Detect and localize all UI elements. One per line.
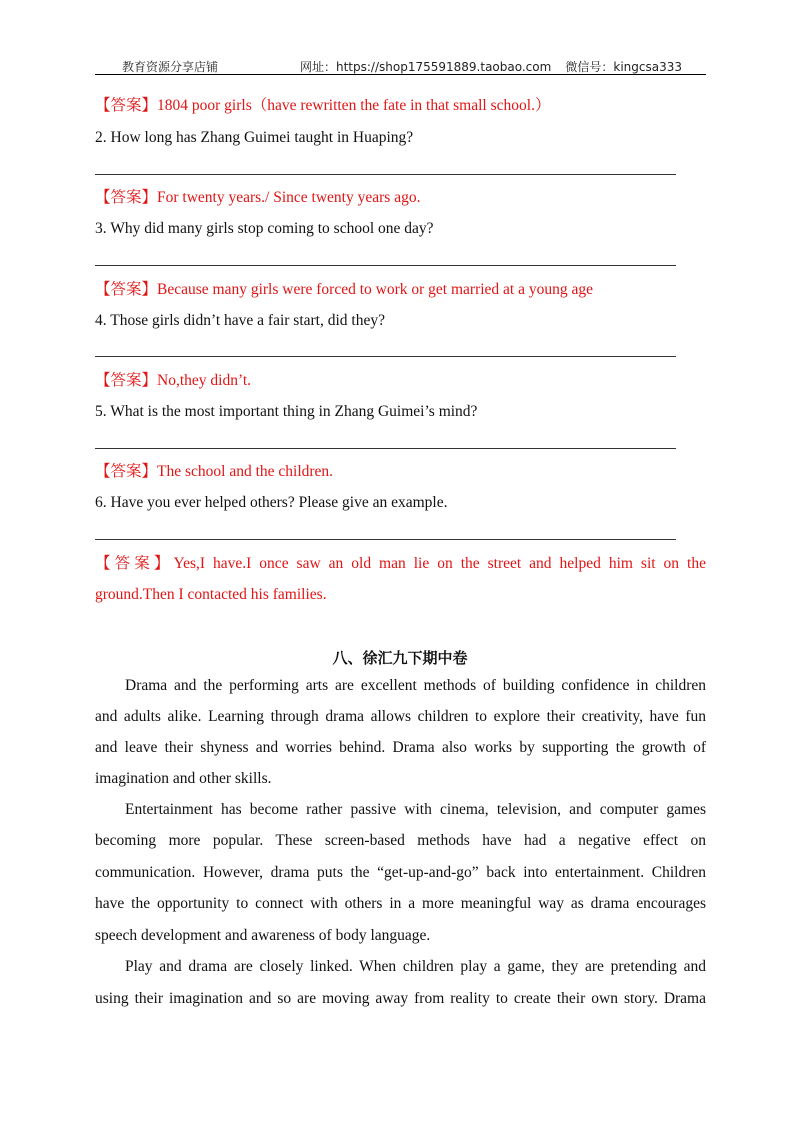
answer-5: [95, 462, 333, 482]
passage-line: have the opportunity to connect with others in a more meaningful way as drama encourages: [95, 895, 706, 912]
answer-text: Yes,I have.I once saw an old man lie on the street and helped him sit on the: [173, 555, 706, 572]
page-header: [95, 56, 706, 74]
passage-line: and adults alike. Learning through drama allows children to explore their creativity, have fun: [95, 708, 706, 725]
answer-label: 【答案】: [95, 372, 158, 389]
answer-label: 【答案】: [95, 97, 158, 114]
passage-line: and leave their shyness and worries behind. Drama also works by supporting the growth of: [95, 739, 706, 756]
answer-label: 【答案】: [95, 281, 158, 298]
question-6: 6. Have you ever helped others? Please give an example.: [95, 494, 448, 511]
answer-label: 【答案】: [95, 463, 158, 480]
header-divider: [95, 74, 706, 75]
section-title: 八、徐汇九下期中卷: [332, 649, 468, 667]
question-5: 5. What is the most important thing in Zhang Guimei’s mind?: [95, 403, 478, 420]
answer-line-5: [95, 448, 676, 449]
answer-4: [95, 371, 251, 391]
question-3: 3. Why did many girls stop coming to school one day?: [95, 220, 434, 237]
answer-1: [95, 96, 550, 116]
answer-text: Because many girls were forced to work or get married at a young age: [157, 281, 593, 298]
question-2: 2. How long has Zhang Guimei taught in Huaping?: [95, 129, 414, 146]
answer-6-line-2: ground.Then I contacted his families.: [95, 586, 327, 603]
header-shop-name: 教育资源分享店铺: [122, 60, 219, 74]
passage-line: Entertainment has become rather passive with cinema, television, and computer games: [125, 801, 706, 818]
answer-text: The school and the children.: [157, 463, 334, 480]
answer-line-2: [95, 174, 676, 175]
passage-line: speech development and awareness of body language.: [95, 927, 431, 944]
header-wechat: 微信号：kingcsa333: [565, 60, 682, 74]
answer-text: 1804 poor girls（have rewritten the fate in that small school.）: [157, 97, 551, 114]
answer-line-6: [95, 539, 676, 540]
answer-text: No,they didn’t.: [157, 372, 252, 389]
passage-line: Drama and the performing arts are excellent methods of building confidence in children: [125, 677, 706, 694]
answer-3: [95, 280, 593, 300]
answer-label: 【答案】: [95, 189, 158, 206]
answer-6-line-1: [95, 554, 706, 574]
passage-line: Play and drama are closely linked. When children play a game, they are pretending and: [125, 958, 706, 975]
passage-line: communication. However, drama puts the “get-up-and-go” back into entertainment. Children: [95, 864, 706, 881]
answer-label: 【答案】: [95, 555, 174, 572]
answer-line-3: [95, 265, 676, 266]
answer-2: [95, 188, 420, 208]
answer-line-4: [95, 356, 676, 357]
passage-line: imagination and other skills.: [95, 770, 272, 787]
passage-line: using their imagination and so are moving away from reality to create their own story. Drama: [95, 990, 706, 1007]
header-url[interactable]: 网址：https://shop175591889.taobao.com: [300, 60, 552, 74]
passage-line: becoming more popular. These screen-based methods have had a negative effect on: [95, 832, 706, 849]
answer-text: For twenty years./ Since twenty years ago.: [157, 189, 421, 206]
question-4: 4. Those girls didn’t have a fair start, did they?: [95, 312, 385, 329]
